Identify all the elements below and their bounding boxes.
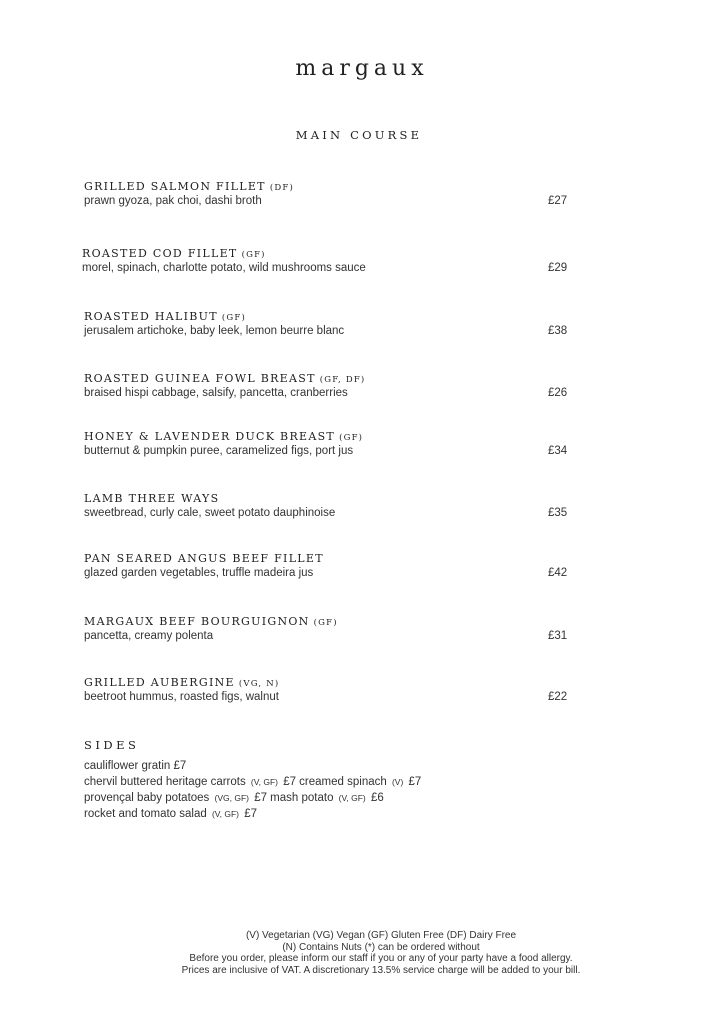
menu-item (84, 552, 584, 586)
dish-price: £27 (548, 195, 568, 207)
dietary-tag: (V) (391, 777, 404, 787)
dietary-tag: (VG, GF) (214, 793, 249, 803)
menu-item (82, 247, 582, 281)
dietary-tag: (V, GF) (250, 777, 278, 787)
dish-name: ROASTED GUINEA FOWL BREAST (GF, DF) (84, 372, 366, 385)
dish-description: beetroot hummus, roasted figs, walnut (84, 691, 279, 703)
dietary-tag: (GF) (339, 433, 364, 443)
dish-name: GRILLED AUBERGINE (VG, N) (84, 676, 280, 689)
dish-name: GRILLED SALMON FILLET (DF) (84, 180, 294, 193)
dish-name: MARGAUX BEEF BOURGUIGNON (GF) (84, 615, 338, 628)
dish-description: glazed garden vegetables, truffle madeira jus (84, 567, 314, 579)
dish-price: £35 (548, 507, 568, 519)
dish-name: LAMB THREE WAYS (84, 492, 220, 505)
dish-name: HONEY & LAVENDER DUCK BREAST (GF) (84, 430, 364, 443)
side-line: rocket and tomato salad (V, GF) £7 (84, 808, 258, 820)
dish-price: £26 (548, 387, 568, 399)
dish-price: £22 (548, 691, 568, 703)
menu-item (84, 372, 584, 406)
dietary-tag: (VG, N) (238, 679, 280, 689)
dietary-tag: (DF) (269, 183, 294, 193)
dish-description: butternut & pumpkin puree, caramelized figs, port jus (84, 445, 354, 457)
dish-description: braised hispi cabbage, salsify, pancetta, cranberries (84, 387, 348, 399)
dietary-tag: (GF) (221, 313, 246, 323)
menu-item (84, 430, 584, 464)
sides-title: SIDES (84, 738, 140, 752)
dish-description: pancetta, creamy polenta (84, 630, 214, 642)
dish-name: ROASTED HALIBUT (GF) (84, 310, 246, 323)
dish-description: jerusalem artichoke, baby leek, lemon beurre blanc (84, 325, 345, 337)
vat-notice: Prices are inclusive of VAT. A discretionary 13.5% service charge will be added to your bill. (181, 964, 581, 976)
side-line: cauliflower gratin £7 (84, 760, 187, 772)
dish-description: sweetbread, curly cale, sweet potato dauphinoise (84, 507, 336, 519)
dish-description: morel, spinach, charlotte potato, wild mushrooms sauce (82, 262, 366, 274)
footer-notes (0, 930, 724, 976)
dish-price: £34 (548, 445, 568, 457)
menu-item (84, 310, 584, 344)
menu-item (84, 615, 584, 649)
menu-item (84, 180, 584, 214)
brand-logo: margaux (295, 56, 429, 81)
dietary-tag: (GF) (313, 618, 338, 628)
dish-price: £38 (548, 325, 568, 337)
allergy-notice: Before you order, please inform our staff if you or any of your party have a food allergy. (189, 953, 573, 964)
side-line: chervil buttered heritage carrots (V, GF) £7 creamed spinach (V) £7 (84, 776, 422, 788)
dish-price: £31 (548, 630, 568, 642)
side-line: provençal baby potatoes (VG, GF) £7 mash potato (V, GF) £6 (84, 792, 384, 804)
dish-price: £42 (548, 567, 568, 579)
section-title: MAIN COURSE (295, 128, 423, 142)
menu-item (84, 492, 584, 526)
dish-name: ROASTED COD FILLET (GF) (82, 247, 266, 260)
dish-price: £29 (548, 262, 568, 274)
sides-section (84, 738, 504, 822)
dish-name: PAN SEARED ANGUS BEEF FILLET (84, 552, 324, 565)
dietary-tag: (GF, DF) (319, 375, 366, 385)
dish-description: prawn gyoza, pak choi, dashi broth (84, 195, 262, 207)
dietary-tag: (GF) (241, 250, 266, 260)
menu-item (84, 676, 584, 710)
dietary-legend: (V) Vegetarian (VG) Vegan (GF) Gluten Free (DF) Dairy Free (245, 930, 517, 941)
nuts-legend: (N) Contains Nuts (*) can be ordered without (282, 941, 480, 953)
dietary-tag: (V, GF) (211, 809, 240, 819)
dietary-tag: (V, GF) (338, 793, 366, 803)
